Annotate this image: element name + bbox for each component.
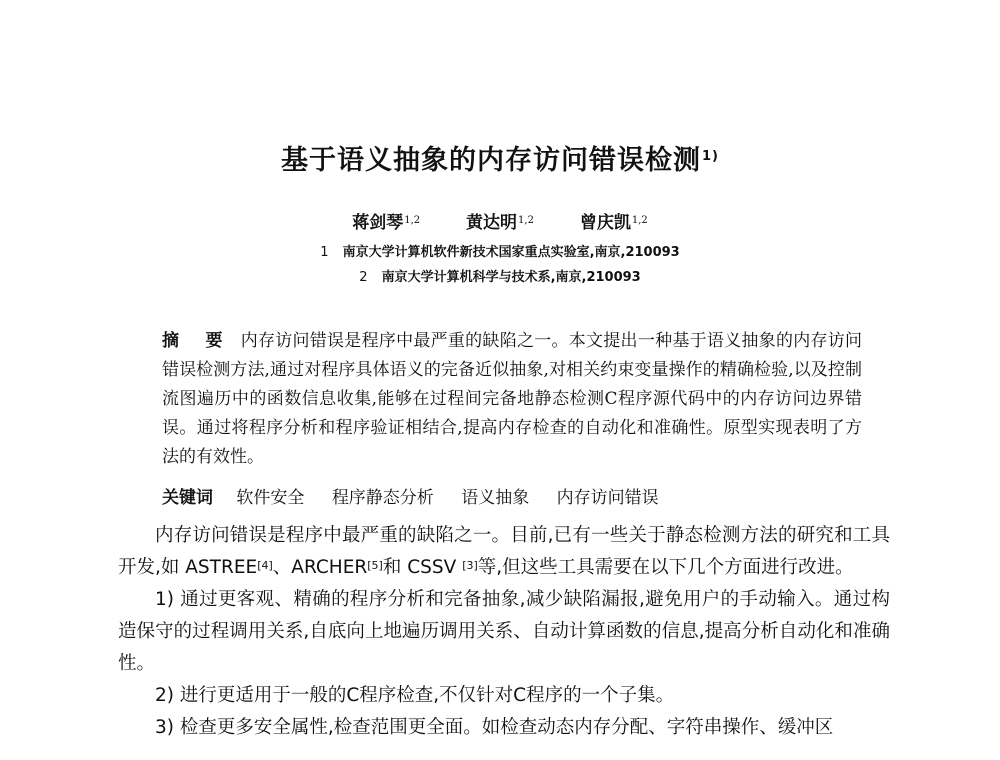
- author-name: 曾庆凯: [579, 213, 631, 233]
- affiliation-1: [0, 243, 1000, 263]
- abstract-label: 摘 要: [162, 331, 233, 351]
- keywords: [162, 485, 862, 511]
- text-run: 等,但这些工具需要在以下几个方面进行改进。: [477, 557, 854, 578]
- text-run: 和 CSSV: [382, 557, 463, 578]
- keyword: 内存访问错误: [556, 488, 659, 508]
- title-footnote-mark: 1): [702, 149, 719, 164]
- author-1: [352, 211, 420, 235]
- citation-ref: [4]: [257, 559, 273, 572]
- body-paragraph-1: [118, 520, 890, 584]
- text-run: 内存访问错误是程序中最严重的缺陷之一。目前,已有一些关于静态检测方法的研究和工具开发,如 ASTREE: [118, 525, 890, 578]
- paper-title: [0, 144, 1000, 178]
- body-paragraph-3: 2) 进行更适用于一般的C程序检查,不仅针对C程序的一个子集。: [155, 685, 675, 706]
- author-affiliation-mark: 1,2: [631, 215, 648, 226]
- body-text: [118, 520, 890, 744]
- citation-ref: [3]: [462, 559, 478, 572]
- abstract: [162, 327, 862, 472]
- body-paragraph-2: 1) 通过更客观、精确的程序分析和完备抽象,减少缺陷漏报,避免用户的手动输入。通过构造保守的过程调用关系,自底向上地遍历调用关系、自动计算函数的信息,提高分析自动化和准确性。: [118, 589, 890, 674]
- affiliation-number: 2: [359, 270, 368, 285]
- body-paragraph-4: 3) 检查更多安全属性,检查范围更全面。如检查动态内存分配、字符串操作、缓冲区: [155, 717, 834, 738]
- affiliation-number: 1: [320, 245, 329, 260]
- author-list: [0, 211, 1000, 235]
- affiliation-text: 南京大学计算机科学与技术系,南京,210093: [381, 270, 641, 285]
- author-2: [466, 211, 534, 235]
- keywords-label: 关键词: [162, 488, 213, 508]
- author-3: [580, 211, 648, 235]
- author-affiliation-mark: 1,2: [404, 215, 421, 226]
- affiliation-text: 南京大学计算机软件新技术国家重点实验室,南京,210093: [342, 245, 680, 260]
- author-affiliation-mark: 1,2: [518, 215, 534, 226]
- text-run: 、ARCHER: [272, 557, 368, 578]
- citation-ref: [5]: [367, 559, 383, 572]
- keyword: 软件安全: [236, 488, 305, 508]
- keyword: 语义抽象: [461, 488, 530, 508]
- abstract-text: 内存访问错误是程序中最严重的缺陷之一。本文提出一种基于语义抽象的内存访问错误检测方法,通过对程序具体语义的完备近似抽象,对相关约束变量操作的精确检验,以及控制流图遍历中的函数信息收集,能够在过程间完备地静态检测C程序源代码中的内存访问边界错误。通过将程序分析和程序验证相结合,提高内存检查的自动化和准确性。原型实现表明了方法的有效性。: [162, 331, 862, 467]
- author-name: 黄达明: [466, 213, 518, 233]
- title-text: 基于语义抽象的内存访问错误检测: [281, 145, 701, 176]
- keyword: 程序静态分析: [331, 488, 434, 508]
- affiliation-2: [0, 268, 1000, 288]
- author-name: 蒋剑琴: [352, 213, 404, 233]
